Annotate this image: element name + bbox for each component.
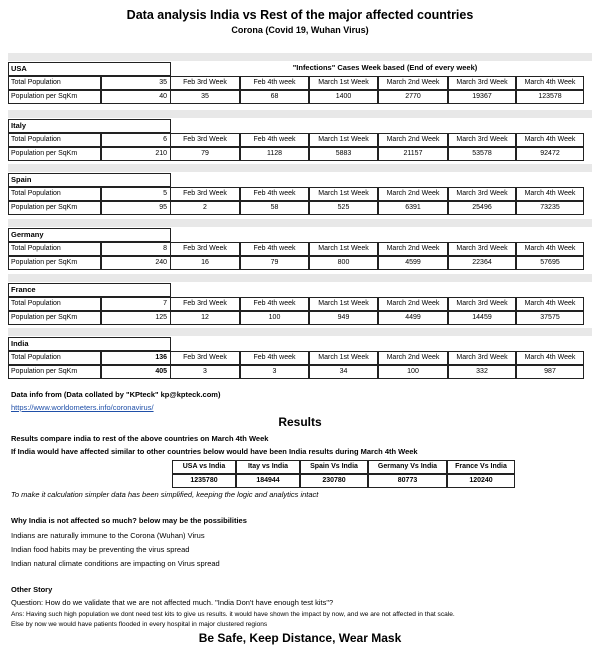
why-heading: Why India is not affected so much? below may be the possibilities xyxy=(11,516,247,525)
results-header: Germany Vs India xyxy=(368,460,447,474)
population-density-label: Population per SqKm xyxy=(8,90,101,104)
week-header: March 1st Week xyxy=(309,133,378,147)
week-header: March 2nd Week xyxy=(378,76,448,90)
section-separator xyxy=(8,164,592,172)
country-block xyxy=(8,337,592,380)
week-header: March 1st Week xyxy=(309,242,378,256)
total-population-value: 7 xyxy=(101,297,171,311)
week-header: Feb 3rd Week xyxy=(170,351,240,365)
total-population-label: Total Population xyxy=(8,242,101,256)
weekly-cases-value: 3 xyxy=(240,365,309,379)
population-density-value: 125 xyxy=(101,311,171,325)
week-header: March 4th Week xyxy=(516,242,584,256)
population-density-value: 210 xyxy=(101,147,171,161)
weekly-cases-value: 73235 xyxy=(516,201,584,215)
total-population-label: Total Population xyxy=(8,297,101,311)
weekly-cases-value: 949 xyxy=(309,311,378,325)
weekly-cases-value: 53578 xyxy=(448,147,516,161)
results-value: 184944 xyxy=(236,474,300,488)
weekly-cases-value: 3 xyxy=(170,365,240,379)
weekly-cases-value: 22364 xyxy=(448,256,516,270)
reason-item: Indian natural climate conditions are impacting on Virus spread xyxy=(11,559,220,568)
weekly-cases-value: 16 xyxy=(170,256,240,270)
country-name: France xyxy=(8,283,171,297)
weekly-cases-value: 1400 xyxy=(309,90,378,104)
country-block xyxy=(8,62,592,105)
weekly-cases-value: 58 xyxy=(240,201,309,215)
country-block xyxy=(8,283,592,326)
week-header: March 3rd Week xyxy=(448,133,516,147)
week-header: March 3rd Week xyxy=(448,351,516,365)
total-population-value: 6 xyxy=(101,133,171,147)
results-line-2: If India would have affected similar to other countries below would have been India results during March 4th Week xyxy=(11,447,418,456)
week-header: March 3rd Week xyxy=(448,297,516,311)
country-name: Germany xyxy=(8,228,171,242)
weekly-cases-value: 37575 xyxy=(516,311,584,325)
total-population-value: 136 xyxy=(101,351,171,365)
weekly-cases-value: 2 xyxy=(170,201,240,215)
weekly-cases-value: 25496 xyxy=(448,201,516,215)
weekly-cases-value: 100 xyxy=(240,311,309,325)
week-header: March 4th Week xyxy=(516,133,584,147)
weekly-cases-value: 123578 xyxy=(516,90,584,104)
weekly-cases-value: 57695 xyxy=(516,256,584,270)
question-text: Question: How do we validate that we are not affected much. "India Don't have enough test kits"? xyxy=(11,598,334,607)
week-header: Feb 3rd Week xyxy=(170,242,240,256)
results-header: Itay vs India xyxy=(236,460,300,474)
reason-item: Indian food habits may be preventing the virus spread xyxy=(11,545,190,554)
total-population-label: Total Population xyxy=(8,76,101,90)
week-header: Feb 4th week xyxy=(240,297,309,311)
week-header: Feb 3rd Week xyxy=(170,76,240,90)
results-header: France Vs India xyxy=(447,460,515,474)
results-header: Spain Vs India xyxy=(300,460,368,474)
week-header: Feb 4th week xyxy=(240,76,309,90)
total-population-value: 35 xyxy=(101,76,171,90)
results-header: USA vs India xyxy=(172,460,236,474)
weekly-cases-value: 12 xyxy=(170,311,240,325)
week-header: Feb 4th week xyxy=(240,187,309,201)
week-header: March 3rd Week xyxy=(448,242,516,256)
week-header: Feb 3rd Week xyxy=(170,297,240,311)
answer-line-1: Ans: Having such high population we dont need test kits to give us results. it would have shown the impact by now, and we are not affected in that scale. xyxy=(11,611,455,618)
country-block xyxy=(8,173,592,216)
other-story-heading: Other Story xyxy=(11,585,53,594)
country-name: USA xyxy=(8,62,171,76)
section-separator xyxy=(8,110,592,118)
footer-slogan: Be Safe, Keep Distance, Wear Mask xyxy=(198,631,402,645)
week-header: March 1st Week xyxy=(309,187,378,201)
weekly-cases-value: 800 xyxy=(309,256,378,270)
data-info: Data info from (Data collated by "KPteck" kp@kpteck.com) xyxy=(11,390,221,399)
weekly-cases-value: 1128 xyxy=(240,147,309,161)
results-value: 1235780 xyxy=(172,474,236,488)
population-density-value: 40 xyxy=(101,90,171,104)
reason-item: Indians are naturally immune to the Corona (Wuhan) Virus xyxy=(11,531,205,540)
week-header: March 2nd Week xyxy=(378,297,448,311)
population-density-label: Population per SqKm xyxy=(8,201,101,215)
week-header: Feb 4th week xyxy=(240,242,309,256)
answer-line-2: Else by now we would have patients flooded in every hospital in major clustered regions xyxy=(11,621,268,628)
population-density-value: 95 xyxy=(101,201,171,215)
week-header: March 1st Week xyxy=(309,76,378,90)
results-line-1: Results compare india to rest of the above countries on March 4th Week xyxy=(11,434,269,443)
weekly-cases-value: 2770 xyxy=(378,90,448,104)
section-separator xyxy=(8,53,592,61)
total-population-value: 5 xyxy=(101,187,171,201)
country-name: Italy xyxy=(8,119,171,133)
week-header: March 4th Week xyxy=(516,351,584,365)
weekly-cases-value: 6391 xyxy=(378,201,448,215)
country-block xyxy=(8,228,592,271)
weekly-cases-value: 14459 xyxy=(448,311,516,325)
week-header: Feb 3rd Week xyxy=(170,133,240,147)
weekly-cases-value: 4499 xyxy=(378,311,448,325)
total-population-label: Total Population xyxy=(8,187,101,201)
results-value: 80773 xyxy=(368,474,447,488)
week-header: Feb 4th week xyxy=(240,133,309,147)
weekly-cases-value: 19367 xyxy=(448,90,516,104)
week-header: March 4th Week xyxy=(516,187,584,201)
weekly-cases-value: 68 xyxy=(240,90,309,104)
weekly-cases-value: 525 xyxy=(309,201,378,215)
results-value: 230780 xyxy=(300,474,368,488)
week-header: March 2nd Week xyxy=(378,187,448,201)
week-header: Feb 3rd Week xyxy=(170,187,240,201)
population-density-value: 405 xyxy=(101,365,171,379)
total-population-label: Total Population xyxy=(8,351,101,365)
population-density-value: 240 xyxy=(101,256,171,270)
simplify-note: To make it calculation simpler data has been simplified, keeping the logic and analytics intact xyxy=(11,490,319,499)
population-density-label: Population per SqKm xyxy=(8,147,101,161)
week-header: March 4th Week xyxy=(516,76,584,90)
week-header: March 3rd Week xyxy=(448,76,516,90)
week-header: March 1st Week xyxy=(309,351,378,365)
population-density-label: Population per SqKm xyxy=(8,256,101,270)
total-population-label: Total Population xyxy=(8,133,101,147)
total-population-value: 8 xyxy=(101,242,171,256)
data-source-link[interactable]: https://www.worldometers.info/coronavirus/ xyxy=(11,403,154,412)
weekly-cases-value: 34 xyxy=(309,365,378,379)
weekly-cases-value: 4599 xyxy=(378,256,448,270)
section-separator xyxy=(8,328,592,336)
week-header: March 1st Week xyxy=(309,297,378,311)
weekly-cases-value: 21157 xyxy=(378,147,448,161)
week-header: March 2nd Week xyxy=(378,133,448,147)
weekly-cases-value: 100 xyxy=(378,365,448,379)
population-density-label: Population per SqKm xyxy=(8,365,101,379)
weekly-cases-value: 79 xyxy=(240,256,309,270)
week-header: Feb 4th week xyxy=(240,351,309,365)
week-header: March 2nd Week xyxy=(378,351,448,365)
results-value: 120240 xyxy=(447,474,515,488)
country-block xyxy=(8,119,592,162)
section-separator xyxy=(8,274,592,282)
week-header: March 4th Week xyxy=(516,297,584,311)
weekly-cases-value: 92472 xyxy=(516,147,584,161)
page-title: Data analysis India vs Rest of the major affected countries xyxy=(126,8,474,22)
week-header: March 2nd Week xyxy=(378,242,448,256)
weekly-cases-value: 332 xyxy=(448,365,516,379)
country-name: India xyxy=(8,337,171,351)
population-density-label: Population per SqKm xyxy=(8,311,101,325)
chart-heading: "Infections" Cases Week based (End of every week) xyxy=(292,63,478,72)
weekly-cases-value: 987 xyxy=(516,365,584,379)
weekly-cases-value: 35 xyxy=(170,90,240,104)
results-heading: Results xyxy=(278,415,322,429)
country-name: Spain xyxy=(8,173,171,187)
weekly-cases-value: 5883 xyxy=(309,147,378,161)
weekly-cases-value: 79 xyxy=(170,147,240,161)
week-header: March 3rd Week xyxy=(448,187,516,201)
section-separator xyxy=(8,219,592,227)
page-subtitle: Corona (Covid 19, Wuhan Virus) xyxy=(231,25,369,35)
